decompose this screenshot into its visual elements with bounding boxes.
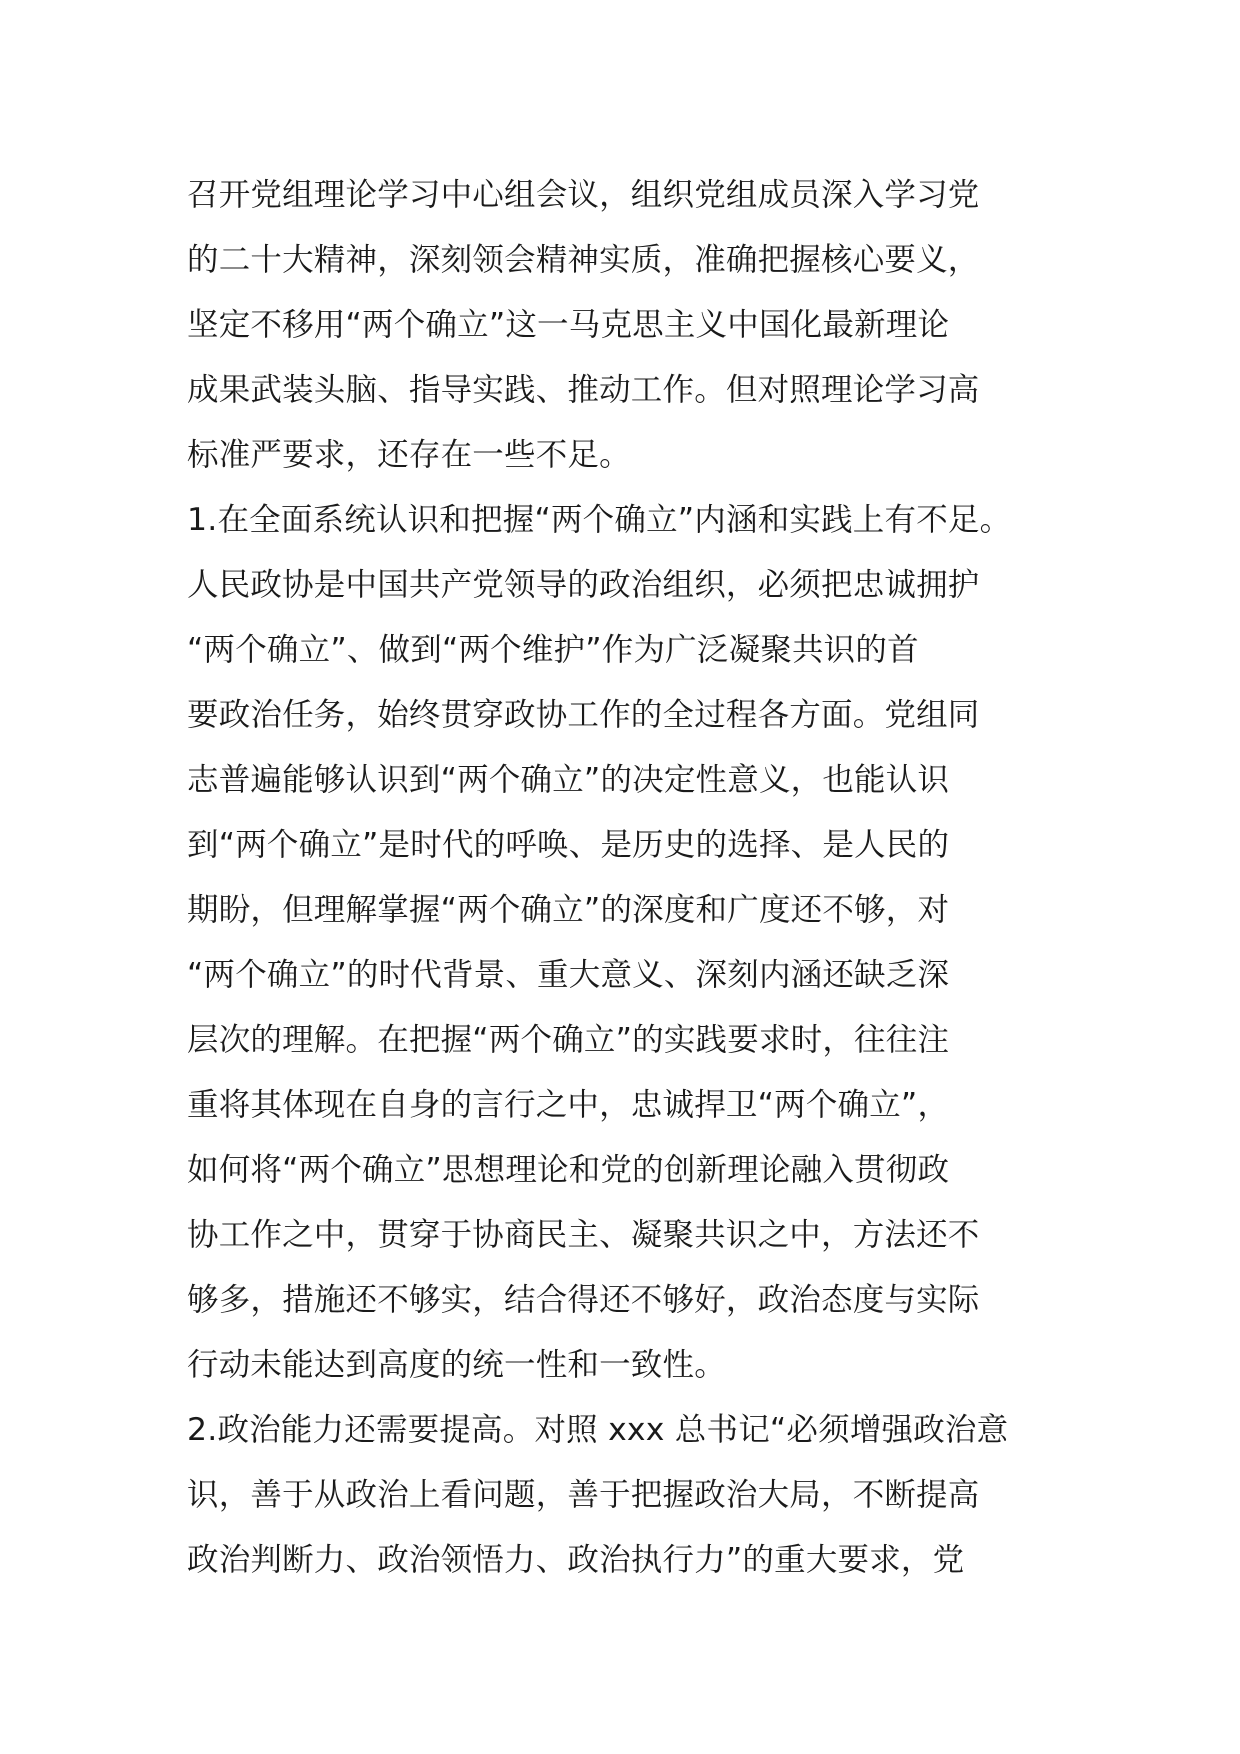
text-line: 的二十大精神，深刻领会精神实质，准确把握核心要义， <box>187 242 980 278</box>
text-line: 人民政协是中国共产党领导的政治组织，必须把忠诚拥护 <box>187 567 980 603</box>
text-line: 到“两个确立”是时代的呼唤、是历史的选择、是人民的 <box>187 827 950 863</box>
text-line: 行动未能达到高度的统一性和一致性。 <box>187 1347 726 1383</box>
text-line: 成果武装头脑、指导实践、推动工作。但对照理论学习高 <box>187 372 980 408</box>
text-line: 要政治任务，始终贯穿政协工作的全过程各方面。党组同 <box>187 697 980 733</box>
section-heading-1: 1.在全面系统认识和把握“两个确立”内涵和实践上有不足。 <box>187 502 1012 538</box>
text-line: 期盼，但理解掌握“两个确立”的深度和广度还不够，对 <box>187 892 950 928</box>
text-line: “两个确立”的时代背景、重大意义、深刻内涵还缺乏深 <box>187 957 950 993</box>
document-body <box>187 163 1067 1593</box>
text-line: 协工作之中，贯穿于协商民主、凝聚共识之中，方法还不 <box>187 1217 980 1253</box>
text-line: 层次的理解。在把握“两个确立”的实践要求时，往往注 <box>187 1022 950 1058</box>
text-line: 识，善于从政治上看问题，善于把握政治大局，不断提高 <box>187 1477 980 1513</box>
section-heading-2: 2.政治能力还需要提高。对照 xxx 总书记“必须增强政治意 <box>187 1412 1009 1448</box>
text-line: 志普遍能够认识到“两个确立”的决定性意义，也能认识 <box>187 762 950 798</box>
text-line: 重将其体现在自身的言行之中，忠诚捍卫“两个确立”， <box>187 1087 950 1123</box>
text-line: “两个确立”、做到“两个维护”作为广泛凝聚共识的首 <box>187 632 919 668</box>
text-line: 如何将“两个确立”思想理论和党的创新理论融入贯彻政 <box>187 1152 950 1188</box>
text-line: 召开党组理论学习中心组会议，组织党组成员深入学习党 <box>187 177 980 213</box>
text-line: 够多，措施还不够实，结合得还不够好，政治态度与实际 <box>187 1282 980 1318</box>
text-line: 标准严要求，还存在一些不足。 <box>187 437 631 473</box>
text-line: 坚定不移用“两个确立”这一马克思主义中国化最新理论 <box>187 307 950 343</box>
text-line: 政治判断力、政治领悟力、政治执行力”的重大要求，党 <box>187 1542 965 1578</box>
